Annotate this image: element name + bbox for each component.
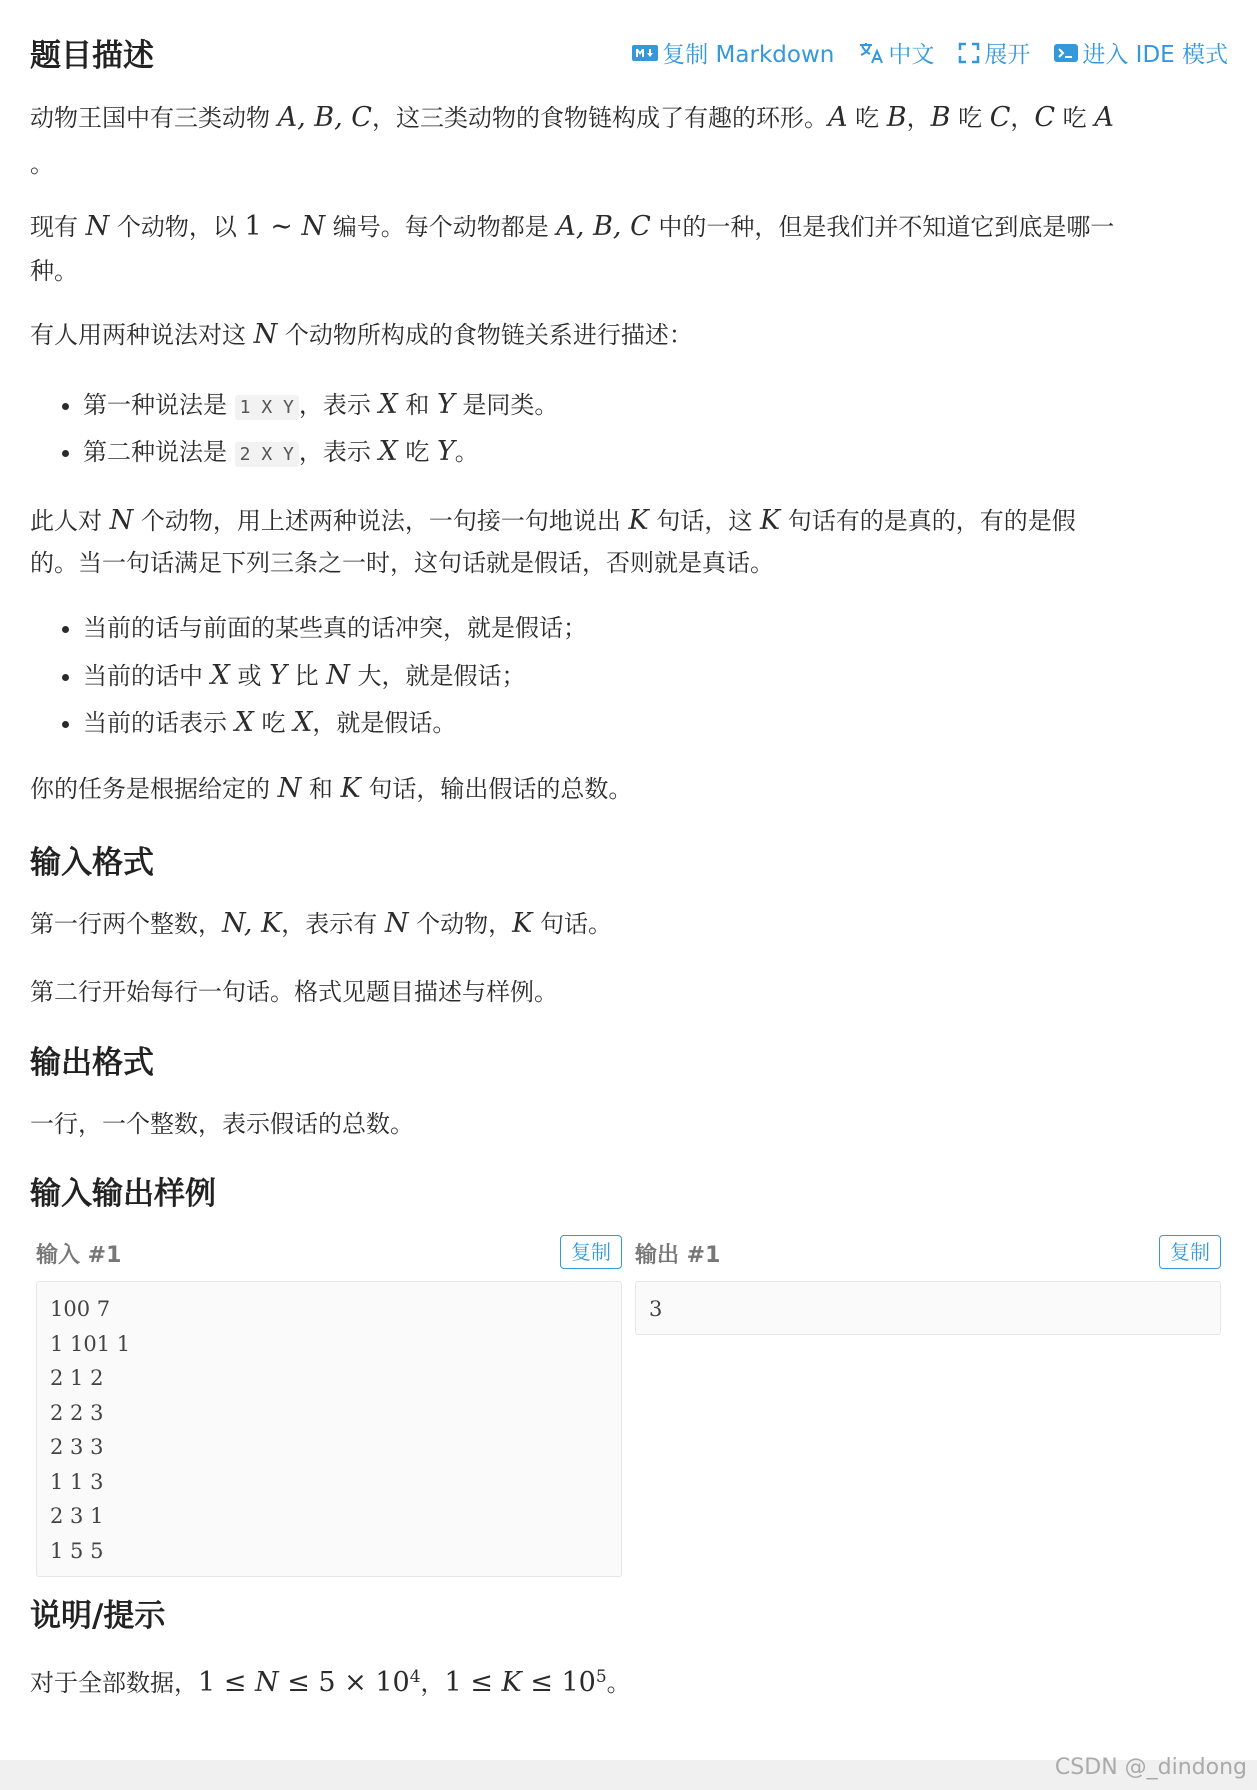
- inline-code: 2 X Y: [235, 442, 299, 467]
- math: C: [1034, 102, 1056, 133]
- text: 或: [229, 662, 270, 690]
- sample-input-line: 2 3 3: [50, 1435, 104, 1459]
- text: 对于全部数据，: [30, 1669, 198, 1697]
- text: 吃: [397, 438, 437, 466]
- text: 大，就是假话；: [349, 662, 526, 690]
- desc-paragraph-4-end: [30, 542, 1228, 584]
- sample-input-line: 100 7: [50, 1297, 111, 1321]
- text: ，: [420, 1669, 445, 1697]
- terminal-icon: [1054, 43, 1078, 63]
- text: 句话，这: [648, 507, 760, 535]
- text: 比: [286, 662, 327, 690]
- math: N, K: [222, 908, 282, 939]
- text: 当前的话表示: [83, 709, 235, 737]
- text: 是同类。: [454, 391, 559, 419]
- text: ，表示有: [281, 910, 385, 938]
- text: 。: [454, 438, 479, 466]
- false-rules-list: [30, 605, 587, 746]
- math: B: [930, 102, 951, 133]
- math: N: [277, 773, 302, 804]
- text: 第一行两个整数，: [30, 910, 222, 938]
- math: N: [384, 908, 409, 939]
- ide-mode-button[interactable]: [1054, 36, 1228, 69]
- statement-rules-list: [30, 381, 558, 475]
- sample-input-lines: [50, 1292, 608, 1568]
- sample-input-line: 1 101 1: [50, 1331, 131, 1356]
- math-sup: 5: [595, 1667, 607, 1687]
- text: 。: [30, 150, 54, 178]
- text: 。: [606, 1669, 631, 1697]
- text: ，: [1010, 104, 1035, 132]
- text: 句话有的是真的，有的是假: [780, 507, 1076, 535]
- samples-title: 输入输出样例: [30, 1176, 216, 1212]
- sample-output-line: 3: [649, 1297, 663, 1321]
- text: 此人对: [30, 507, 110, 535]
- text: 个动物所构成的食物链关系进行描述：: [277, 321, 693, 349]
- sample-input-line: 1 5 5: [50, 1538, 104, 1563]
- text: ，: [906, 104, 931, 132]
- text: 中的一种，但是我们并不知道它到底是哪一: [650, 213, 1115, 241]
- math-sup: 4: [409, 1667, 421, 1687]
- sample-output-box[interactable]: [635, 1281, 1221, 1335]
- text: ，就是假话。: [312, 709, 457, 737]
- text: 吃: [950, 104, 990, 132]
- copy-output-button[interactable]: 复制: [1159, 1235, 1221, 1269]
- toolbar-actions: [632, 36, 1228, 69]
- inline-code: 1 X Y: [235, 395, 299, 420]
- list-item: [83, 699, 587, 746]
- math: C: [989, 102, 1011, 133]
- text: 第二行开始每行一句话。格式见题目描述与样例。: [30, 978, 558, 1006]
- math: ≤ 10: [521, 1667, 596, 1698]
- math: X: [293, 707, 313, 738]
- desc-paragraph-1-end: [30, 143, 1228, 185]
- math: Y: [436, 436, 455, 467]
- text: 动物王国中有三类动物: [30, 104, 278, 132]
- text: 现有: [30, 213, 86, 241]
- math: K: [512, 908, 533, 939]
- text: 当前的话中: [83, 662, 211, 690]
- text: 吃: [847, 104, 887, 132]
- description-header: [30, 30, 1228, 74]
- text: ，这三类动物的食物链构成了有趣的环形。: [371, 104, 828, 132]
- copy-markdown-button[interactable]: [632, 36, 834, 69]
- math: N: [326, 660, 350, 691]
- math: Y: [269, 660, 287, 691]
- sample-input-line: 2 2 3: [50, 1400, 104, 1425]
- text: 第一种说法是: [83, 391, 235, 419]
- math: X: [378, 436, 398, 467]
- math: B: [886, 102, 907, 133]
- text: ，表示: [298, 438, 379, 466]
- desc-paragraph-3: [30, 314, 1228, 356]
- desc-paragraph-5: [30, 768, 1228, 810]
- math: K: [759, 505, 781, 536]
- output-format-line-1: [30, 1103, 1228, 1145]
- desc-paragraph-2: [30, 206, 1228, 248]
- text: 有人用两种说法对这: [30, 321, 254, 349]
- math: X: [210, 660, 230, 691]
- input-format-line-1: [30, 903, 1228, 945]
- math: X: [234, 707, 254, 738]
- desc-paragraph-1: [30, 97, 1228, 139]
- copy-input-button[interactable]: 复制: [560, 1235, 622, 1269]
- math: A: [1094, 102, 1114, 133]
- math: N: [109, 505, 134, 536]
- watermark: CSDN @_dindong: [1054, 1755, 1247, 1780]
- language-button[interactable]: [858, 36, 934, 69]
- math: N: [85, 211, 110, 242]
- translate-icon: [858, 41, 884, 65]
- markdown-icon: [632, 44, 658, 62]
- language-label: 中文: [888, 42, 935, 68]
- math: 1 ≤: [444, 1667, 502, 1698]
- text: ，表示: [298, 391, 379, 419]
- text: 和: [301, 775, 341, 803]
- text: 个动物，用上述两种说法，一句接一句地说出: [133, 507, 629, 535]
- sample-input-label: 输入 #1: [36, 1243, 122, 1268]
- expand-label: 展开: [984, 42, 1031, 68]
- text: 个动物，以: [109, 213, 245, 241]
- hint-line: [30, 1656, 1228, 1704]
- sample-input-line: 2 3 1: [50, 1504, 104, 1528]
- expand-icon: [958, 42, 980, 64]
- math: K: [340, 773, 361, 804]
- text: 吃: [1055, 104, 1095, 132]
- desc-paragraph-2-end: [30, 250, 1228, 292]
- sample-output-label: 输出 #1: [635, 1243, 721, 1268]
- math: ∼: [261, 211, 302, 242]
- math: N: [253, 319, 278, 350]
- sample-output-lines: [649, 1292, 1207, 1327]
- text: 编号。每个动物都是: [325, 213, 557, 241]
- text: 一行，一个整数，表示假话的总数。: [30, 1110, 414, 1138]
- input-format-title: 输入格式: [30, 845, 154, 881]
- list-item: [83, 428, 558, 475]
- text: 个动物，: [408, 910, 513, 938]
- text: 句话，输出假话的总数。: [360, 775, 633, 803]
- math: K: [628, 505, 649, 536]
- math: A: [827, 102, 848, 133]
- sample-input-box[interactable]: [36, 1281, 622, 1577]
- text: 吃: [253, 709, 294, 737]
- math: 1 ≤: [198, 1667, 255, 1698]
- text: 种。: [30, 257, 78, 285]
- input-format-line-2: [30, 971, 1228, 1013]
- hint-title: 说明/提示: [30, 1598, 166, 1634]
- math: X: [378, 389, 398, 420]
- sample-input-line: 1 1 3: [50, 1469, 104, 1494]
- output-format-title: 输出格式: [30, 1045, 154, 1081]
- math: A, B, C: [277, 102, 372, 133]
- math: N: [301, 211, 326, 242]
- desc-paragraph-4: [30, 500, 1228, 542]
- math: Y: [436, 389, 455, 420]
- math: 1: [244, 211, 262, 242]
- math: N: [254, 1667, 279, 1698]
- text: 和: [397, 391, 437, 419]
- math: K: [501, 1667, 522, 1698]
- text: 的。当一句话满足下列三条之一时，这句话就是假话，否则就是真话。: [30, 549, 774, 577]
- list-item: [83, 605, 587, 652]
- sample-input-line: 2 1 2: [50, 1366, 104, 1390]
- list-item: [83, 652, 587, 699]
- ide-mode-label: 进入 IDE 模式: [1082, 42, 1228, 68]
- math: A, B, C: [556, 211, 651, 242]
- text: 第二种说法是: [83, 438, 235, 466]
- description-title: 题目描述: [30, 38, 154, 74]
- list-item: [83, 381, 558, 428]
- text: 当前的话与前面的某些真的话冲突，就是假话；: [83, 614, 587, 642]
- text: 你的任务是根据给定的: [30, 775, 278, 803]
- math: ≤ 5 × 10: [278, 1667, 410, 1698]
- expand-button[interactable]: [958, 36, 1030, 69]
- copy-markdown-label: 复制 Markdown: [662, 42, 835, 68]
- text: 句话。: [532, 910, 612, 938]
